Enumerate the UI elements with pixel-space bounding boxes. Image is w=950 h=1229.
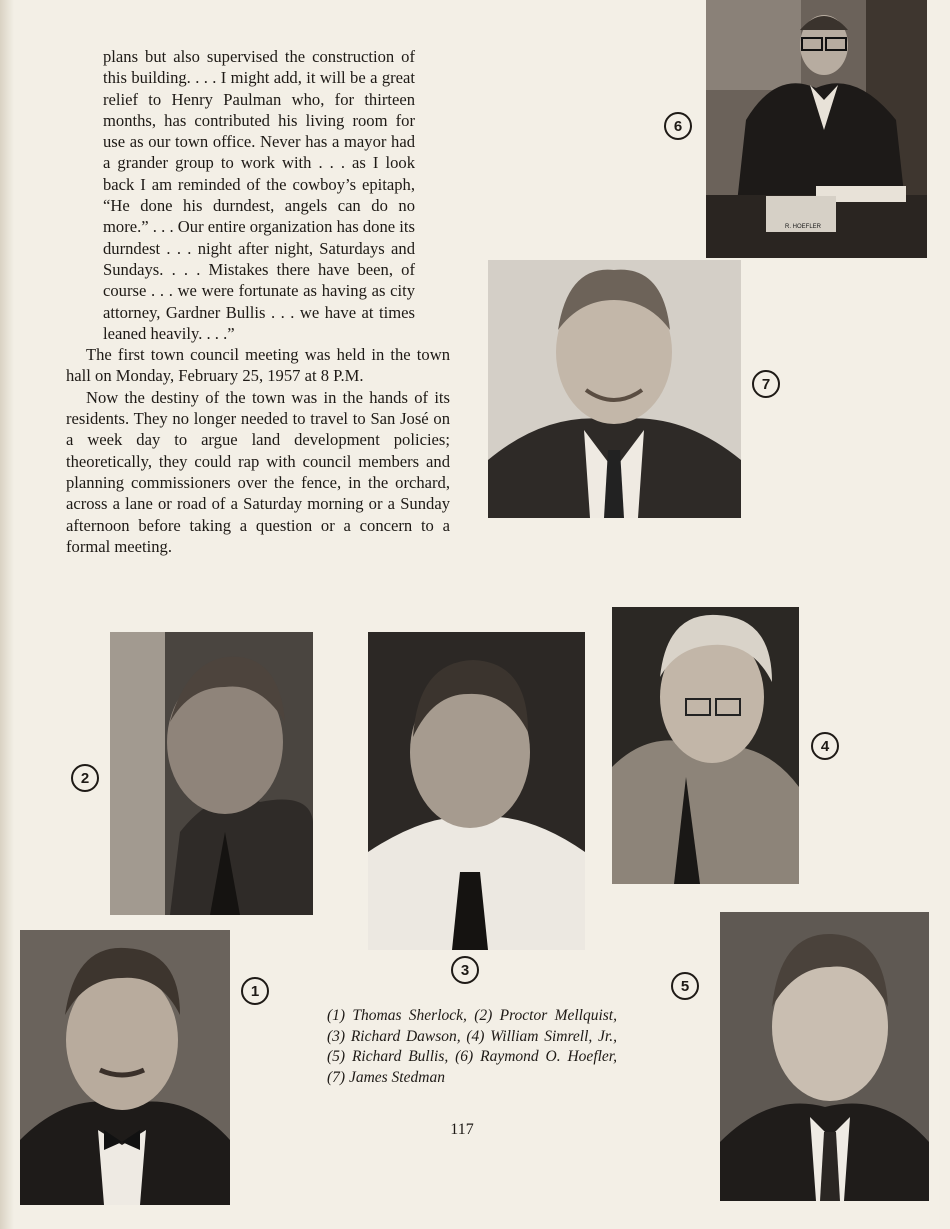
photo-thomas-sherlock (20, 930, 230, 1205)
article-text (66, 46, 450, 557)
page-number: 117 (450, 1121, 474, 1138)
photo-marker-3: 3 (451, 956, 479, 984)
photo-proctor-mellquist (110, 632, 313, 915)
paragraph-destiny: Now the destiny of the town was in the hands of its residents. They no longer needed to travel to San José on a week day to argue land development policies; theoretically, they could rap with council members and planning commissioners over the fence, in the orchard, across a lane or road of a Saturday morning or a Sunday afternoon before taking a question or a concern to a formal meeting. (66, 387, 450, 556)
paragraph-council-meeting: The first town council meeting was held in the town hall on Monday, February 25, 1957 at 8 P.M. (66, 345, 450, 386)
photo-caption: (1) Thomas Sherlock, (2) Proctor Mellquist, (3) Richard Dawson, (4) William Simrell, Jr., (5) Richard Bullis, (6) Raymond O. Hoefler, (7) James Stedman (327, 1007, 617, 1086)
quote-block (66, 46, 415, 344)
photo-richard-dawson (368, 632, 585, 950)
photo-marker-2: 2 (71, 764, 99, 792)
photo-marker-7: 7 (752, 370, 780, 398)
photo-richard-bullis (720, 912, 929, 1201)
photo-marker-4: 4 (811, 732, 839, 760)
desk-nameplate: R. HOEFLER (784, 224, 821, 230)
photo-james-stedman (488, 260, 741, 518)
photo-marker-1: 1 (241, 977, 269, 1005)
photo-raymond-hoefler (706, 0, 927, 258)
photo-william-simrell (612, 607, 799, 884)
photo-marker-5: 5 (671, 972, 699, 1000)
quote-paragraph: plans but also supervised the construction of this building. . . . I might add, it will be a great relief to Henry Paulman who, for thirteen months, has contributed his living room for use as our town office. Never has a mayor had a grander group to work with . . . as I look back I am reminded of the cowboy’s epitaph, “He done his durndest, angels can do no more.” . . . Our entire organization has done its durndest . . . night after night, Saturdays and Sundays. . . . Mistakes there have been, of course . . . we were fortunate as having as city attorney, Gardner Bullis . . . we have at times leaned heavily. . . .” (103, 47, 415, 343)
page-binding-shadow (0, 0, 14, 1229)
photo-marker-6: 6 (664, 112, 692, 140)
